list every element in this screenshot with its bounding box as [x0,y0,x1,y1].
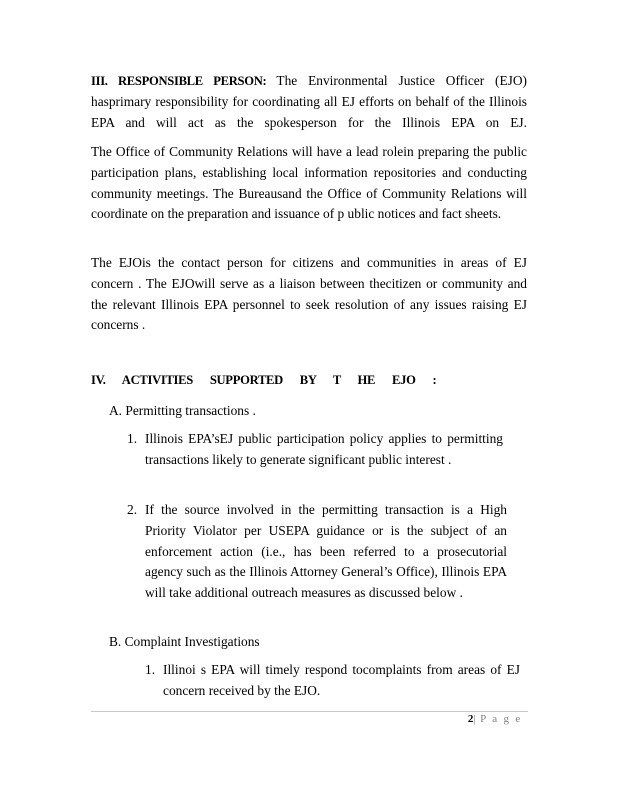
section-3-heading: III. RESPONSIBLE PERSON: [91,74,267,88]
section-3-paragraph-1 [91,71,527,133]
section-4-heading: IV. ACTIVITIES SUPPORTED BY T HE EJO : [91,373,437,387]
section-3-paragraph-1-text: The Environmental Justice Officer (EJO) hasprimary responsibility for coordinating all EJ efforts on behalf of the Illinois EPA and will act as the spokesperson for the Illinois EPA on EJ. [91,73,527,130]
page-number: 2 [467,713,474,725]
subsection-a-item-1-number: 1. [127,431,138,446]
subsection-a-item-2-text: If the source involved in the permitting transaction is a High Priority Violator per USEPA guidance or is the subject of an enforcement action (i.e., has been referred to a prosecutorial agency such as the Illinois Attorney General’s Office), Illinois EPA will take additional outreach measures as discussed below . [145,502,507,601]
subsection-a-label: A. Permitting transactions . [109,403,256,418]
subsection-b-label: B. Complaint Investigations [109,634,260,649]
footer-divider [91,711,528,712]
subsection-b-item-1-text: Illinoi s EPA will timely respond tocomplaints from areas of EJ concern received by the EJO. [163,662,520,698]
section-3-paragraph-3: The EJOis the contact person for citizens and communities in areas of EJ concern . The EJOwill serve as a liaison between thecitizen or community and the relevant Illinois EPA personnel to seek resolution of any issues raising EJ concerns . [91,255,527,333]
section-3-paragraph-2: The Office of Community Relations will have a lead rolein preparing the public participation plans, establishing local information repositories and conducting community meetings. The Bureausand the Office of Community Relations will coordinate on the preparation and issuance of p ublic notices and fact sheets. [91,144,527,222]
page-separator: | [473,713,478,725]
subsection-a-item-1-text: Illinois EPA’sEJ public participation policy applies to permitting transactions likely to generate significant public interest . [145,431,503,467]
page-label: P a g e [480,713,522,725]
subsection-a-item-2-number: 2. [127,502,138,517]
subsection-b-item-1-number: 1. [145,662,156,677]
page-footer [468,712,522,726]
